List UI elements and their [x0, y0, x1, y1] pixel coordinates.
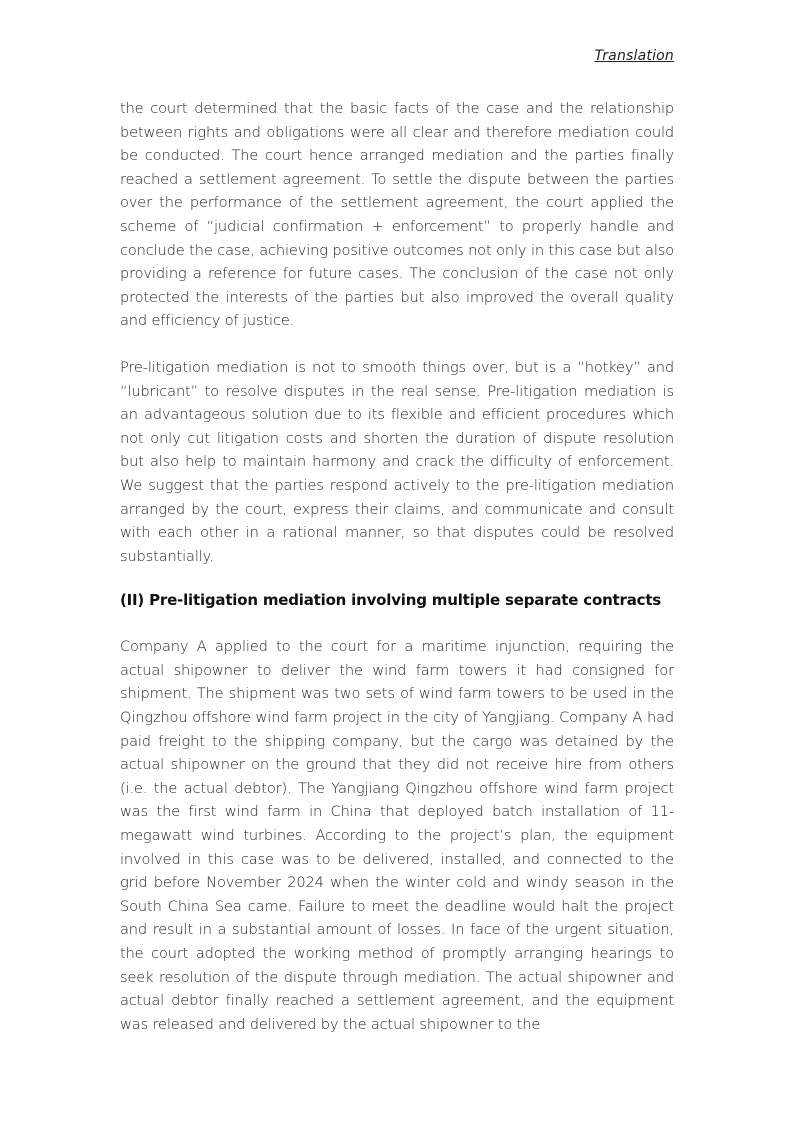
- section-heading: (II) Pre-litigation mediation involving multiple separate contracts: [120, 591, 662, 610]
- body-paragraph-1: the court determined that the basic facts of the case and the relationship between rights and obligations were all clear and therefore mediation could be conducted. The court hence arranged mediation and the parties finally reached a settlement agreement. To settle the dispute between the parties over the performance of the settlement agreement, the court applied the scheme of “judicial confirmation + enforcement” to properly handle and conclude the case, achieving positive outcomes not only in this case but also providing a reference for future cases. The conclusion of the case not only protected the interests of the parties but also improved the overall quality and efficiency of justice.: [120, 100, 674, 330]
- document-body: [120, 97, 674, 1036]
- body-paragraph-2: Pre-litigation mediation is not to smooth things over, but is a “hotkey” and “lubricant” to resolve disputes in the real sense. Pre-litigation mediation is an advantageous solution due to its flexible and efficient procedures which not only cut litigation costs and shorten the duration of dispute resolution but also help to maintain harmony and crack the difficulty of enforcement. We suggest that the parties respond actively to the pre-litigation mediation arranged by the court, express their claims, and communicate and consult with each other in a rational manner, so that disputes could be resolved substantially.: [120, 358, 674, 565]
- translation-header-label: Translation: [594, 48, 674, 64]
- body-paragraph-3: Company A applied to the court for a maritime injunction, requiring the actual shipowner to deliver the wind farm towers it had consigned for shipment. The shipment was two sets of wind farm towers to be used in the Qingzhou offshore wind farm project in the city of Yangjiang. Company A had paid freight to the shipping company, but the cargo was detained by the actual shipowner on the ground that they did not receive hire from others (i.e. the actual debtor). The Yangjiang Qingzhou offshore wind farm project was the first wind farm in China that deployed batch installation of 11-megawatt wind turbines. According to the project’s plan, the equipment involved in this case was to be delivered, installed, and connected to the grid before November 2024 when the winter cold and windy season in the South China Sea came. Failure to meet the deadline would halt the project and result in a substantial amount of losses. In face of the urgent situation, the court adopted the working method of promptly arranging hearings to seek resolution of the dispute through mediation. The actual shipowner and actual debtor finally reached a settlement agreement, and the equipment was released and delivered by the actual shipowner to the: [120, 638, 674, 1033]
